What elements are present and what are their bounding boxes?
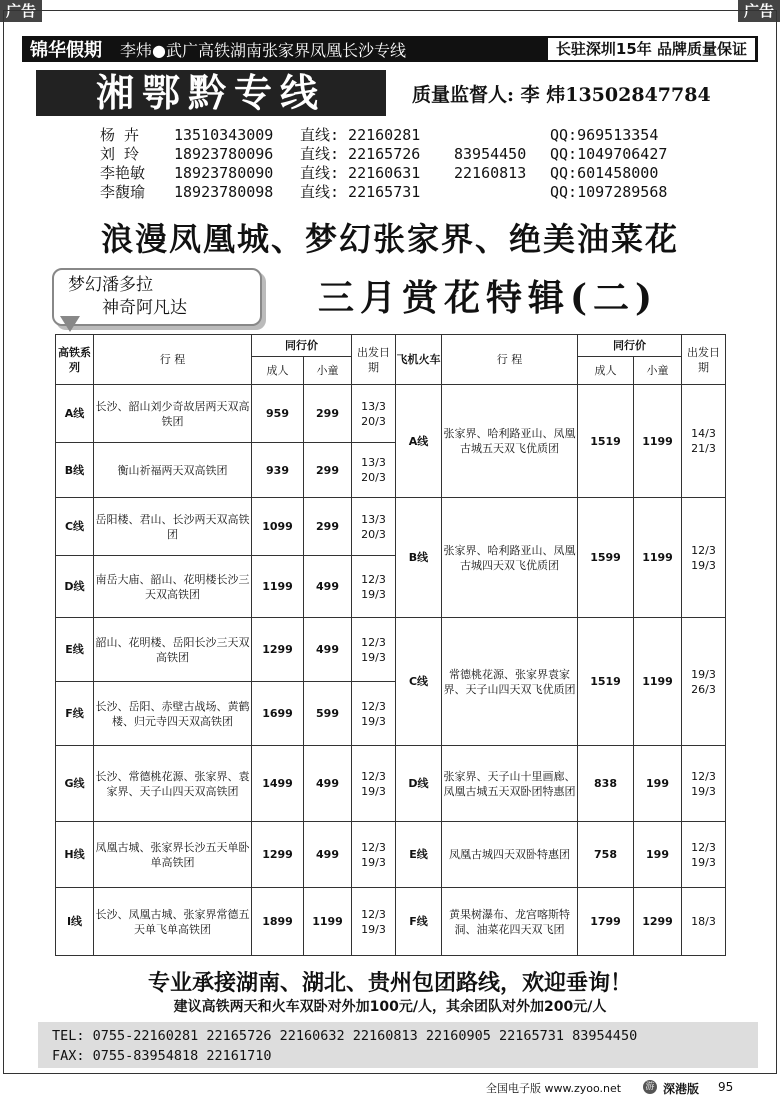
left-line-code: B线 bbox=[56, 443, 94, 498]
contact-extra: 22160813 bbox=[454, 164, 527, 182]
right-line-child-price: 199 bbox=[634, 822, 682, 888]
right-line-child-price: 199 bbox=[634, 746, 682, 822]
left-line-adult-price: 1199 bbox=[252, 556, 304, 618]
header-adult: 成人 bbox=[578, 357, 634, 385]
right-line-adult-price: 838 bbox=[578, 746, 634, 822]
right-line-route: 凤凰古城四天双卧特惠团 bbox=[442, 822, 578, 888]
zyoo-logo-icon: 游 bbox=[643, 1080, 657, 1094]
right-line-code: C线 bbox=[396, 618, 442, 746]
left-line-code: I线 bbox=[56, 888, 94, 956]
right-line-route: 常德桃花源、张家界袁家界、天子山四天双飞优质团 bbox=[442, 618, 578, 746]
right-line-route: 张家界、哈利路亚山、凤凰古城四天双飞优质团 bbox=[442, 498, 578, 618]
contact-name: 李馥瑜 bbox=[100, 183, 146, 201]
fax-line: FAX: 0755-83954818 22161710 bbox=[52, 1048, 272, 1064]
contact-qq: QQ:969513354 bbox=[550, 126, 659, 144]
contact-mobile: 18923780090 bbox=[174, 164, 274, 182]
left-line-dates: 13/3 20/3 bbox=[352, 443, 396, 498]
contact-name: 李艳敏 bbox=[100, 164, 146, 182]
left-line-route: 韶山、花明楼、岳阳长沙三天双高铁团 bbox=[94, 618, 252, 682]
right-line-route: 张家界、哈利路亚山、凤凰古城五天双飞优质团 bbox=[442, 385, 578, 498]
left-line-route: 长沙、凤凰古城、张家界常德五天单飞单高铁团 bbox=[94, 888, 252, 956]
left-line-dates: 12/3 19/3 bbox=[352, 888, 396, 956]
right-line-dates: 12/3 19/3 bbox=[682, 822, 726, 888]
contact-extra: 83954450 bbox=[454, 145, 527, 163]
bubble-line-1: 梦幻潘多拉 bbox=[68, 275, 153, 295]
table-row bbox=[56, 385, 726, 443]
left-line-child-price: 1199 bbox=[304, 888, 352, 956]
left-line-adult-price: 1099 bbox=[252, 498, 304, 556]
header-depart: 出发日期 bbox=[682, 335, 726, 385]
contact-direct: 直线: 22165731 bbox=[300, 183, 421, 201]
table-row bbox=[56, 822, 726, 888]
left-line-route: 长沙、韶山刘少奇故居两天双高铁团 bbox=[94, 385, 252, 443]
left-line-code: F线 bbox=[56, 682, 94, 746]
contact-direct: 直线: 22165726 bbox=[300, 145, 421, 163]
right-line-dates: 14/3 21/3 bbox=[682, 385, 726, 498]
contact-name: 刘 玲 bbox=[100, 145, 140, 163]
right-line-child-price: 1199 bbox=[634, 618, 682, 746]
header-price: 同行价 bbox=[252, 335, 352, 357]
right-line-dates: 12/3 19/3 bbox=[682, 498, 726, 618]
table-row bbox=[56, 746, 726, 822]
left-line-child-price: 299 bbox=[304, 498, 352, 556]
tel-line: TEL: 0755-22160281 22165726 22160632 22160813 22160905 22165731 83954450 bbox=[52, 1028, 638, 1044]
right-line-child-price: 1199 bbox=[634, 498, 682, 618]
header-price: 同行价 bbox=[578, 335, 682, 357]
price-table bbox=[55, 334, 726, 956]
route-logo: 湘鄂黔专线 bbox=[36, 70, 386, 116]
table-row bbox=[56, 498, 726, 556]
left-line-child-price: 599 bbox=[304, 682, 352, 746]
speech-bubble bbox=[52, 268, 262, 326]
left-line-adult-price: 1299 bbox=[252, 822, 304, 888]
bubble-line-2: 神奇阿凡达 bbox=[102, 298, 187, 318]
header-depart: 出发日期 bbox=[352, 335, 396, 385]
surcharge-note: 建议高铁两天和火车双卧对外加100元/人，其余团队对外加200元/人 bbox=[173, 999, 607, 1015]
right-line-dates: 18/3 bbox=[682, 888, 726, 956]
bubble-tail bbox=[60, 316, 80, 332]
page-footer bbox=[0, 1076, 780, 1100]
page-number: 95 bbox=[718, 1080, 734, 1094]
right-line-code: A线 bbox=[396, 385, 442, 498]
brand-slogan: 长驻深圳15年 品牌质量保证 bbox=[548, 38, 755, 60]
promo-text: 专业承接湖南、湖北、贵州包团路线，欢迎垂询！ bbox=[147, 971, 632, 996]
header-left-series: 高铁系列 bbox=[56, 335, 94, 385]
right-line-child-price: 1299 bbox=[634, 888, 682, 956]
right-line-child-price: 1199 bbox=[634, 385, 682, 498]
top-banner bbox=[22, 36, 758, 62]
left-line-code: H线 bbox=[56, 822, 94, 888]
contact-qq: QQ:601458000 bbox=[550, 164, 659, 182]
headline: 浪漫凤凰城、梦幻张家界、绝美油菜花 bbox=[100, 220, 679, 258]
table-row bbox=[56, 618, 726, 682]
contact-name: 杨 卉 bbox=[100, 126, 140, 144]
left-line-adult-price: 959 bbox=[252, 385, 304, 443]
left-line-dates: 13/3 20/3 bbox=[352, 385, 396, 443]
table-row bbox=[56, 888, 726, 956]
contact-qq: QQ:1049706427 bbox=[550, 145, 668, 163]
left-line-route: 长沙、岳阳、赤壁古战场、黄鹤楼、归元寺四天双高铁团 bbox=[94, 682, 252, 746]
footer-site: 全国电子版 www.zyoo.net bbox=[486, 1082, 622, 1095]
brand-name: 锦华假期 bbox=[30, 40, 102, 61]
left-line-dates: 12/3 19/3 bbox=[352, 682, 396, 746]
left-line-adult-price: 1899 bbox=[252, 888, 304, 956]
header-adult: 成人 bbox=[252, 357, 304, 385]
left-line-route: 长沙、常德桃花源、张家界、袁家界、天子山四天双高铁团 bbox=[94, 746, 252, 822]
contact-mobile: 13510343009 bbox=[174, 126, 274, 144]
contact-box bbox=[38, 1022, 758, 1068]
left-line-child-price: 499 bbox=[304, 556, 352, 618]
footer-edition: 深港版 bbox=[663, 1082, 700, 1096]
left-line-child-price: 299 bbox=[304, 443, 352, 498]
right-line-code: B线 bbox=[396, 498, 442, 618]
header-route: 行 程 bbox=[442, 335, 578, 385]
left-line-dates: 12/3 19/3 bbox=[352, 746, 396, 822]
quality-supervisor: 质量监督人: 李 炜13502847784 bbox=[412, 84, 711, 106]
left-line-adult-price: 1699 bbox=[252, 682, 304, 746]
left-line-dates: 12/3 19/3 bbox=[352, 618, 396, 682]
left-line-child-price: 299 bbox=[304, 385, 352, 443]
contact-mobile: 18923780096 bbox=[174, 145, 274, 163]
contact-direct: 直线: 22160281 bbox=[300, 126, 421, 144]
left-line-child-price: 499 bbox=[304, 746, 352, 822]
left-line-dates: 12/3 19/3 bbox=[352, 556, 396, 618]
left-line-route: 南岳大庙、韶山、花明楼长沙三天双高铁团 bbox=[94, 556, 252, 618]
left-line-adult-price: 939 bbox=[252, 443, 304, 498]
left-line-dates: 13/3 20/3 bbox=[352, 498, 396, 556]
left-line-code: C线 bbox=[56, 498, 94, 556]
right-line-adult-price: 1519 bbox=[578, 385, 634, 498]
header-child: 小童 bbox=[634, 357, 682, 385]
right-line-dates: 12/3 19/3 bbox=[682, 746, 726, 822]
left-line-code: G线 bbox=[56, 746, 94, 822]
left-line-child-price: 499 bbox=[304, 618, 352, 682]
contact-direct: 直线: 22160631 bbox=[300, 164, 421, 182]
left-line-route: 岳阳楼、君山、长沙两天双高铁团 bbox=[94, 498, 252, 556]
right-line-route: 张家界、天子山十里画廊、凤凰古城五天双卧团特惠团 bbox=[442, 746, 578, 822]
right-line-code: F线 bbox=[396, 888, 442, 956]
right-line-adult-price: 1519 bbox=[578, 618, 634, 746]
ad-tag-left: 广告 bbox=[0, 0, 42, 22]
left-line-code: A线 bbox=[56, 385, 94, 443]
left-line-route: 凤凰古城、张家界长沙五天单卧单高铁团 bbox=[94, 822, 252, 888]
right-line-adult-price: 1799 bbox=[578, 888, 634, 956]
left-line-code: E线 bbox=[56, 618, 94, 682]
left-line-dates: 12/3 19/3 bbox=[352, 822, 396, 888]
right-line-code: E线 bbox=[396, 822, 442, 888]
left-line-adult-price: 1499 bbox=[252, 746, 304, 822]
right-line-adult-price: 758 bbox=[578, 822, 634, 888]
right-line-route: 黄果树瀑布、龙宫喀斯特洞、油菜花四天双飞团 bbox=[442, 888, 578, 956]
right-line-adult-price: 1599 bbox=[578, 498, 634, 618]
left-line-code: D线 bbox=[56, 556, 94, 618]
left-line-child-price: 499 bbox=[304, 822, 352, 888]
left-line-route: 衡山祈福两天双高铁团 bbox=[94, 443, 252, 498]
header-route: 行 程 bbox=[94, 335, 252, 385]
subtitle: 三月赏花特辑(二) bbox=[318, 277, 659, 319]
ad-tag-right: 广告 bbox=[738, 0, 780, 22]
header-child: 小童 bbox=[304, 357, 352, 385]
right-line-dates: 19/3 26/3 bbox=[682, 618, 726, 746]
contact-qq: QQ:1097289568 bbox=[550, 183, 668, 201]
route-title: 李炜●武广高铁湖南张家界凤凰长沙专线 bbox=[120, 40, 406, 60]
right-line-code: D线 bbox=[396, 746, 442, 822]
contact-mobile: 18923780098 bbox=[174, 183, 274, 201]
header-right-series: 飞机火车 bbox=[396, 335, 442, 385]
left-line-adult-price: 1299 bbox=[252, 618, 304, 682]
